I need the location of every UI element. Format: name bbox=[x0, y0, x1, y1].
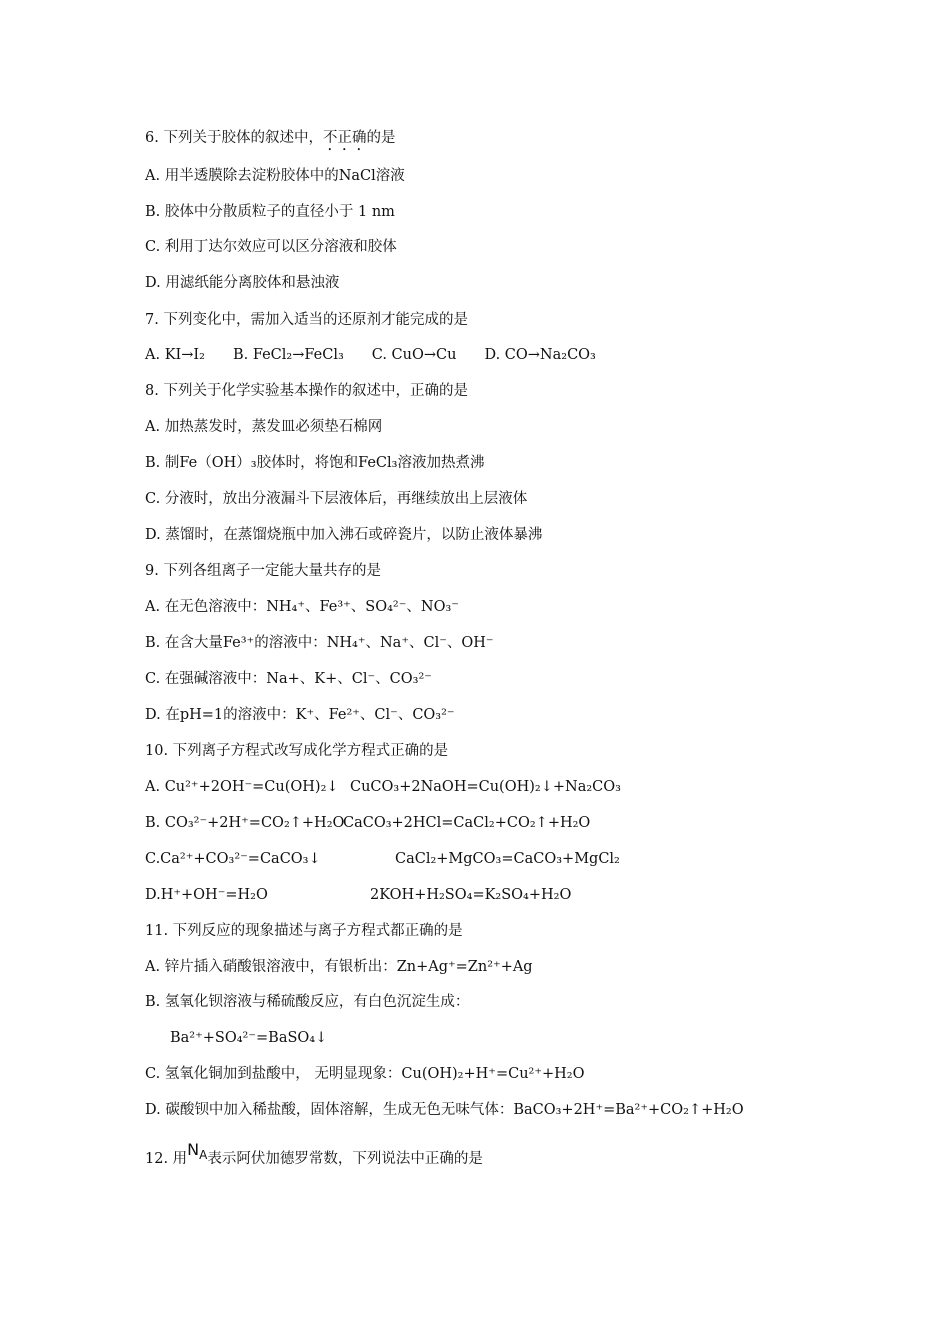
q10-stem: 10. 下列离子方程式改写成化学方程式正确的是 bbox=[145, 743, 449, 759]
avogadro-symbol bbox=[187, 1140, 208, 1163]
q12-stem-b: 表示阿伏加德罗常数，下列说法中正确的是 bbox=[207, 1151, 483, 1167]
q7-option-d: D. CO→Na₂CO₃ bbox=[484, 347, 596, 363]
q10-option-c-ionic: C.Ca²⁺+CO₃²⁻=CaCO₃↓ bbox=[145, 851, 321, 867]
q9-option-a: A. 在无色溶液中：NH₄⁺、Fe³⁺、SO₄²⁻、NO₃⁻ bbox=[145, 599, 459, 615]
q6-stem-b: 的是 bbox=[366, 130, 396, 146]
q11-option-d: D. 碳酸钡中加入稀盐酸，固体溶解，生成无色无味气体：BaCO₃+2H⁺=Ba²⁺+CO₂↑+H₂O bbox=[145, 1102, 744, 1118]
q12-stem-a: 12. 用 bbox=[145, 1151, 188, 1167]
q8-option-d: D. 蒸馏时，在蒸馏烧瓶中加入沸石或碎瓷片，以防止液体暴沸 bbox=[145, 527, 543, 543]
q9-option-d: D. 在pH=1的溶液中：K⁺、Fe²⁺、Cl⁻、CO₃²⁻ bbox=[145, 707, 455, 723]
q11-option-c: C. 氢氧化铜加到盐酸中， 无明显现象：Cu(OH)₂+H⁺=Cu²⁺+H₂O bbox=[145, 1066, 585, 1082]
q10-option-c-full: CaCl₂+MgCO₃=CaCO₃+MgCl₂ bbox=[395, 851, 620, 867]
q7-option-a: A. KI→I₂ bbox=[145, 347, 205, 363]
q6-option-b: B. 胶体中分散质粒子的直径小于 1 nm bbox=[145, 204, 395, 220]
q10-option-d-ionic: D.H⁺+OH⁻=H₂O bbox=[145, 887, 268, 903]
q10-option-d-full: 2KOH+H₂SO₄=K₂SO₄+H₂O bbox=[370, 887, 572, 903]
q6-option-a: A. 用半透膜除去淀粉胶体中的NaCl溶液 bbox=[145, 168, 405, 184]
q8-option-c: C. 分液时，放出分液漏斗下层液体后，再继续放出上层液体 bbox=[145, 491, 528, 507]
q8-stem: 8. 下列关于化学实验基本操作的叙述中，正确的是 bbox=[145, 383, 468, 399]
q6-stem-emphasis: 不正确 bbox=[322, 130, 367, 146]
q9-stem: 9. 下列各组离子一定能大量共存的是 bbox=[145, 563, 381, 579]
q7-stem: 7. 下列变化中，需加入适当的还原剂才能完成的是 bbox=[145, 312, 468, 328]
q7-options bbox=[145, 345, 624, 365]
q10-option-a-full: CuCO₃+2NaOH=Cu(OH)₂↓+Na₂CO₃ bbox=[350, 779, 621, 795]
q7-option-c: C. CuO→Cu bbox=[371, 347, 457, 363]
q10-option-a-ionic: A. Cu²⁺+2OH⁻=Cu(OH)₂↓ bbox=[145, 779, 339, 795]
q11-stem: 11. 下列反应的现象描述与离子方程式都正确的是 bbox=[145, 923, 463, 939]
avogadro-symbol-main: N bbox=[187, 1140, 200, 1159]
q6-option-d: D. 用滤纸能分离胶体和悬浊液 bbox=[145, 275, 340, 291]
q9-option-c: C. 在强碱溶液中：Na+、K+、Cl⁻、CO₃²⁻ bbox=[145, 671, 432, 687]
q8-option-b: B. 制Fe（OH）₃胶体时，将饱和FeCl₃溶液加热煮沸 bbox=[145, 455, 485, 471]
q6-stem-a: 6. 下列关于胶体的叙述中， bbox=[145, 130, 323, 146]
q11-option-b: B. 氢氧化钡溶液与稀硫酸反应，有白色沉淀生成： bbox=[145, 994, 470, 1010]
q6-stem bbox=[145, 128, 395, 154]
q7-option-b: B. FeCl₂→FeCl₃ bbox=[232, 347, 344, 363]
q8-option-a: A. 加热蒸发时，蒸发皿必须垫石棉网 bbox=[145, 419, 383, 435]
q10-option-b-full: CaCO₃+2HCl=CaCl₂+CO₂↑+H₂O bbox=[343, 815, 591, 831]
q6-option-c: C. 利用丁达尔效应可以区分溶液和胶体 bbox=[145, 239, 397, 255]
q11-option-b-equation: Ba²⁺+SO₄²⁻=BaSO₄↓ bbox=[170, 1030, 328, 1046]
q12-stem bbox=[145, 1140, 483, 1173]
q9-option-b: B. 在含大量Fe³⁺的溶液中：NH₄⁺、Na⁺、Cl⁻、OH⁻ bbox=[145, 635, 494, 651]
q10-option-b-ionic: B. CO₃²⁻+2H⁺=CO₂↑+H₂O bbox=[145, 815, 345, 831]
q11-option-a: A. 锌片插入硝酸银溶液中，有银析出：Zn+Ag⁺=Zn²⁺+Ag bbox=[145, 959, 533, 975]
avogadro-symbol-sub: A bbox=[199, 1148, 208, 1163]
